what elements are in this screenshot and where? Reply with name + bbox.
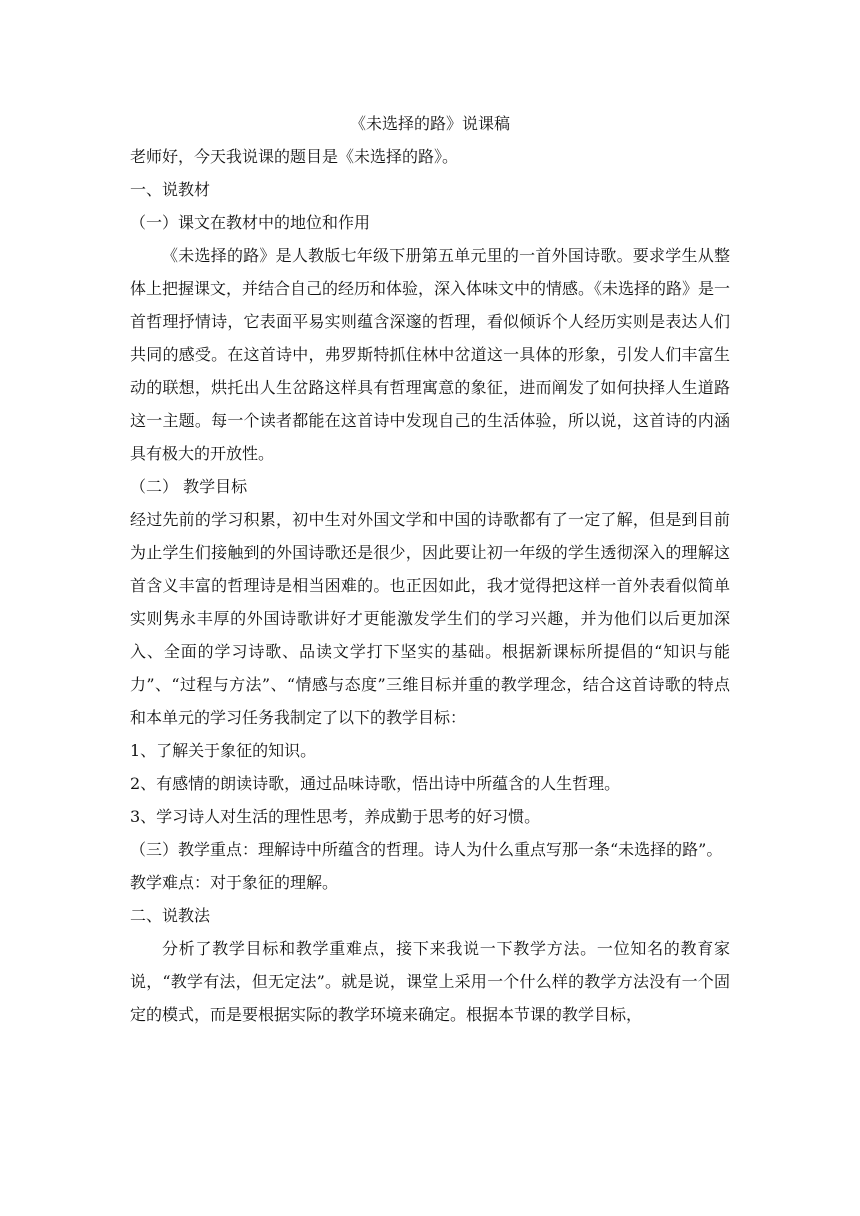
goal-item-1: 1、了解关于象征的知识。 xyxy=(130,741,317,760)
greeting-text: 老师好，今天我说课的题目是《未选择的路》。 xyxy=(130,147,459,166)
section-heading-teaching-methods: 二、说教法 xyxy=(130,906,211,925)
section-heading-materials: 一、说教材 xyxy=(130,180,211,199)
paragraph-difficulty: 教学难点：对于象征的理解。 xyxy=(130,873,339,892)
document-body xyxy=(130,108,730,1031)
paragraph-teaching-goals: 经过先前的学习积累，初中生对外国文学和中国的诗歌都有了一定了解，但是到目前为止学生们接触到的外国诗歌还是很少，因此要让初一年级的学生透彻深入的理解这首含义丰富的哲理诗是相当困难的。也正因如此，我才觉得把这样一首外表看似简单实则隽永丰厚的外国诗歌讲好才更能激发学生们的学习兴趣，并为他们以后更加深入、全面的学习诗歌、品读文学打下坚实的基础。根据新课标所提倡的“知识与能力”、“过程与方法”、“情感与态度”三维目标并重的教学理念，结合这首诗歌的特点和本单元的学习任务我制定了以下的教学目标： xyxy=(130,510,730,727)
paragraph-teaching-methods: 分析了教学目标和教学重难点，接下来我说一下教学方法。一位知名的教育家说，“教学有法，但无定法”。就是说，课堂上采用一个什么样的教学方法没有一个固定的模式，而是要根据实际的教学环境来确定。根据本节课的教学目标， xyxy=(130,939,730,1024)
document-title: 《未选择的路》说课稿 xyxy=(349,114,510,133)
paragraph-key-points: （三）教学重点：理解诗中所蕴含的哲理。诗人为什么重点写那一条“未选择的路”。 xyxy=(130,840,723,859)
subsection-heading-position-role: （一）课文在教材中的地位和作用 xyxy=(130,213,371,232)
goal-item-2: 2、有感情的朗读诗歌，通过品味诗歌，悟出诗中所蕴含的人生哲理。 xyxy=(130,774,621,793)
paragraph-position-role: 《未选择的路》是人教版七年级下册第五单元里的一首外国诗歌。要求学生从整体上把握课文，并结合自己的经历和体验，深入体味文中的情感。《未选择的路》是一首哲理抒情诗，它表面平易实则蕴含深邃的哲理，看似倾诉个人经历实则是表达人们共同的感受。在这首诗中，弗罗斯特抓住林中岔道这一具体的形象，引发人们丰富生动的联想，烘托出人生岔路这样具有哲理寓意的象征，进而阐发了如何抉择人生道路这一主题。每一个读者都能在这首诗中发现自己的生活体验，所以说，这首诗的内涵具有极大的开放性。 xyxy=(130,246,731,463)
goal-item-3: 3、学习诗人对生活的理性思考，养成勤于思考的好习惯。 xyxy=(130,807,541,826)
subsection-heading-teaching-goals: （二） 教学目标 xyxy=(130,477,248,496)
